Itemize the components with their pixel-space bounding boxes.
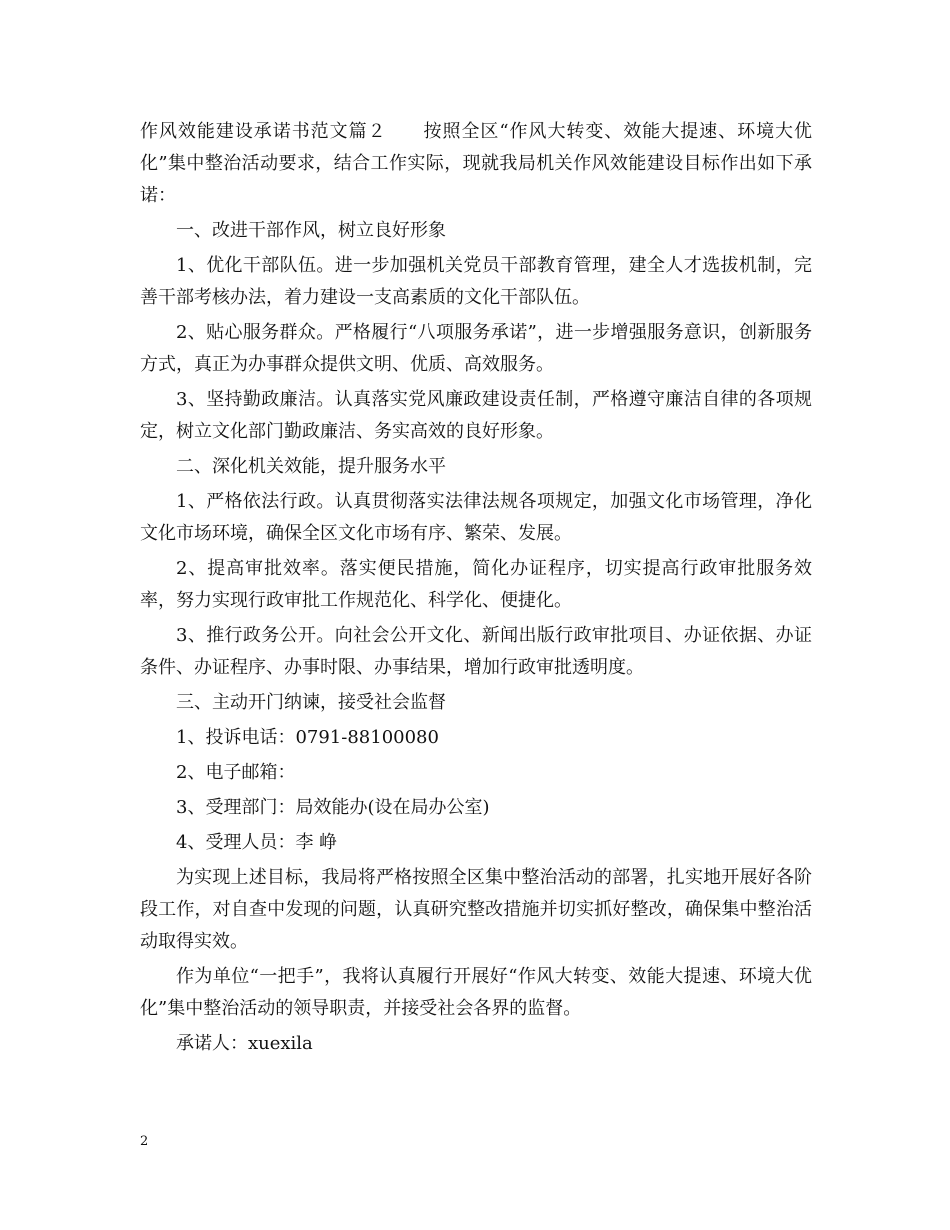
signature-line: 承诺人：xuexila xyxy=(176,1033,313,1054)
complaint-phone: 1、投诉电话：0791-88100080 xyxy=(176,727,439,748)
paragraph: 2、提高审批效率。落实便民措施，简化办证程序，切实提高行政审批服务效率，努力实现行政审批工作规范化、科学化、便捷化。 xyxy=(140,558,812,611)
document-title: 作风效能建设承诺书范文篇２ xyxy=(140,121,387,142)
page-number: 2 xyxy=(140,1134,149,1149)
email-line: 2、电子邮箱： xyxy=(176,762,296,783)
paragraph: 2、贴心服务群众。严格履行“八项服务承诺”，进一步增强服务意识，创新服务方式，真正为办事群众提供文明、优质、高效服务。 xyxy=(140,322,812,375)
paragraph: 作为单位“一把手”，我将认真履行开展好“作风大转变、效能大提速、环境大优化”集中整治活动的领导职责，并接受社会各界的监督。 xyxy=(140,966,812,1019)
section-heading-1: 一、改进干部作风，树立良好形象 xyxy=(176,220,446,241)
document-body xyxy=(140,116,812,1063)
handling-department: 3、受理部门：局效能办(设在局办公室) xyxy=(176,797,490,818)
section-heading-2: 二、深化机关效能，提升服务水平 xyxy=(176,456,446,477)
paragraph: 为实现上述目标，我局将严格按照全区集中整治活动的部署，扎实地开展好各阶段工作，对自查中发现的问题，认真研究整改措施并切实抓好整改，确保集中整治活动取得实效。 xyxy=(140,867,812,952)
section-heading-3: 三、主动开门纳谏，接受社会监督 xyxy=(176,692,446,713)
paragraph: 1、严格依法行政。认真贯彻落实法律法规各项规定，加强文化市场管理，净化文化市场环境，确保全区文化市场有序、繁荣、发展。 xyxy=(140,491,812,544)
paragraph: 3、推行政务公开。向社会公开文化、新闻出版行政审批项目、办证依据、办证条件、办证程序、办事时限、办事结果，增加行政审批透明度。 xyxy=(140,625,812,678)
opening-paragraph xyxy=(140,116,812,212)
intro-text: 按照全区“作风大转变、效能大提速、环境大优化”集中整治活动要求，结合工作实际，现就我局机关作风效能建设目标作出如下承诺： xyxy=(140,121,813,206)
handling-person: 4、受理人员：李 峥 xyxy=(176,832,338,853)
paragraph: 3、坚持勤政廉洁。认真落实党风廉政建设责任制，严格遵守廉洁自律的各项规定，树立文化部门勤政廉洁、务实高效的良好形象。 xyxy=(140,389,812,442)
paragraph: 1、优化干部队伍。进一步加强机关党员干部教育管理，建全人才选拔机制，完善干部考核办法，着力建设一支高素质的文化干部队伍。 xyxy=(140,255,812,308)
